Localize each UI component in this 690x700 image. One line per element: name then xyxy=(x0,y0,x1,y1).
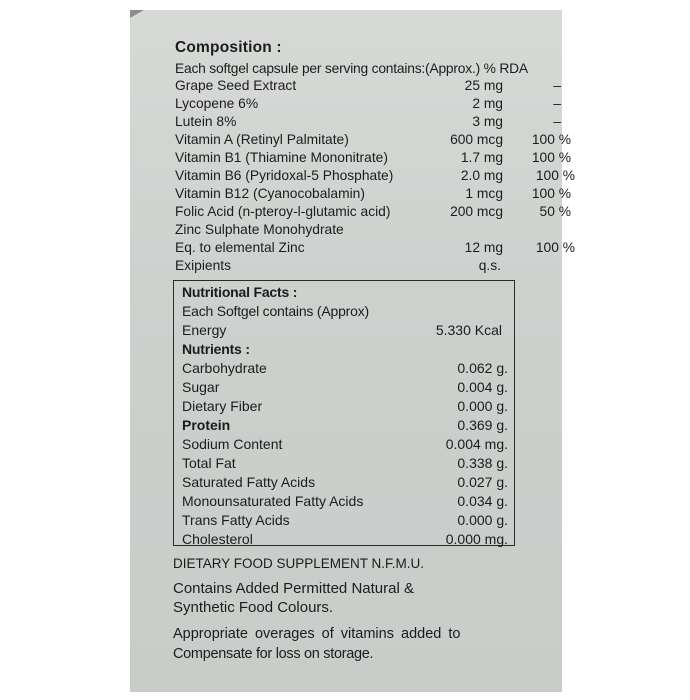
nutrient-row: Carbohydrate 0.062 g. xyxy=(182,360,508,376)
nutrient-row: Saturated Fatty Acids 0.027 g. xyxy=(182,474,508,490)
composition-heading: Composition : xyxy=(175,39,282,56)
overage-line-1: Appropriate overages of vitamins added to xyxy=(173,626,461,642)
label-panel: Composition : Each softgel capsule per serving contains:(Approx.) % RDA Grape Seed Extract 25 mg – Lycopene 6% 2 mg – Lutein 8% 3 mg – Vitamin A (Retinyl Palmitate) 600 mcg 100 % Vitamin B1 (Thiamine Mononitrate) 1.7 mg 100 % Vitamin B6 (Pyridoxal-5 Phosphate) 2.0 mg 100 % Vitamin B12 (Cyanocobalamin) 1 mcg 100 % Folic Acid (n-pteroy-l-glutamic acid) 200 mcg 50 % Zinc Sulphate Monohydrate Eq. to elemental Zinc 12 mg 100 % Exipients q.s. Nutritional Facts : Each Softgel contains (Approx) Energy 5.330 Kcal Nutrients : Carbohydrate 0.062 g. Sugar 0.004 g. Dietary Fiber 0.000 g. Protein 0.369 g. Sodium Content 0.004 mg. Total Fat 0.338 g. Saturated Fatty Acids 0.027 g. Monounsaturated Fatty Acids 0.034 g. Trans Fatty Acids 0.000 g. Cholesterol 0.000 mg. DIETARY FOOD SUPPLEMENT N.F.M.U. Contains Added Permitted Natural & Synthetic Food Colours. Appropriate overages of vitamins added to Compensate for loss on storage. xyxy=(130,10,562,692)
nutrient-row: Sodium Content 0.004 mg. xyxy=(182,436,508,452)
nutrient-row: Trans Fatty Acids 0.000 g. xyxy=(182,512,508,528)
nutrient-row: Sugar 0.004 g. xyxy=(182,379,508,395)
colours-line-2: Synthetic Food Colours. xyxy=(173,599,334,616)
energy-row: Energy 5.330 Kcal xyxy=(182,322,502,338)
corner-shadow xyxy=(130,10,144,18)
supplement-line: DIETARY FOOD SUPPLEMENT N.F.M.U. xyxy=(173,556,425,571)
nutrient-row: Dietary Fiber 0.000 g. xyxy=(182,398,508,414)
nutrient-row: Total Fat 0.338 g. xyxy=(182,455,508,471)
nutrition-subheader: Each Softgel contains (Approx) xyxy=(182,303,369,319)
composition-subheader: Each softgel capsule per serving contains:(Approx.) % RDA xyxy=(175,61,528,76)
overage-line-2: Compensate for loss on storage. xyxy=(173,646,374,662)
nutrient-row: Cholesterol 0.000 mg. xyxy=(182,531,508,547)
nutritional-facts-box xyxy=(173,280,515,546)
nutrient-row: Monounsaturated Fatty Acids 0.034 g. xyxy=(182,493,508,509)
nutrition-heading: Nutritional Facts : xyxy=(182,284,298,300)
nutrient-row: Protein 0.369 g. xyxy=(182,417,508,433)
colours-line-1: Contains Added Permitted Natural & xyxy=(173,580,414,597)
nutrients-heading: Nutrients : xyxy=(182,341,250,357)
